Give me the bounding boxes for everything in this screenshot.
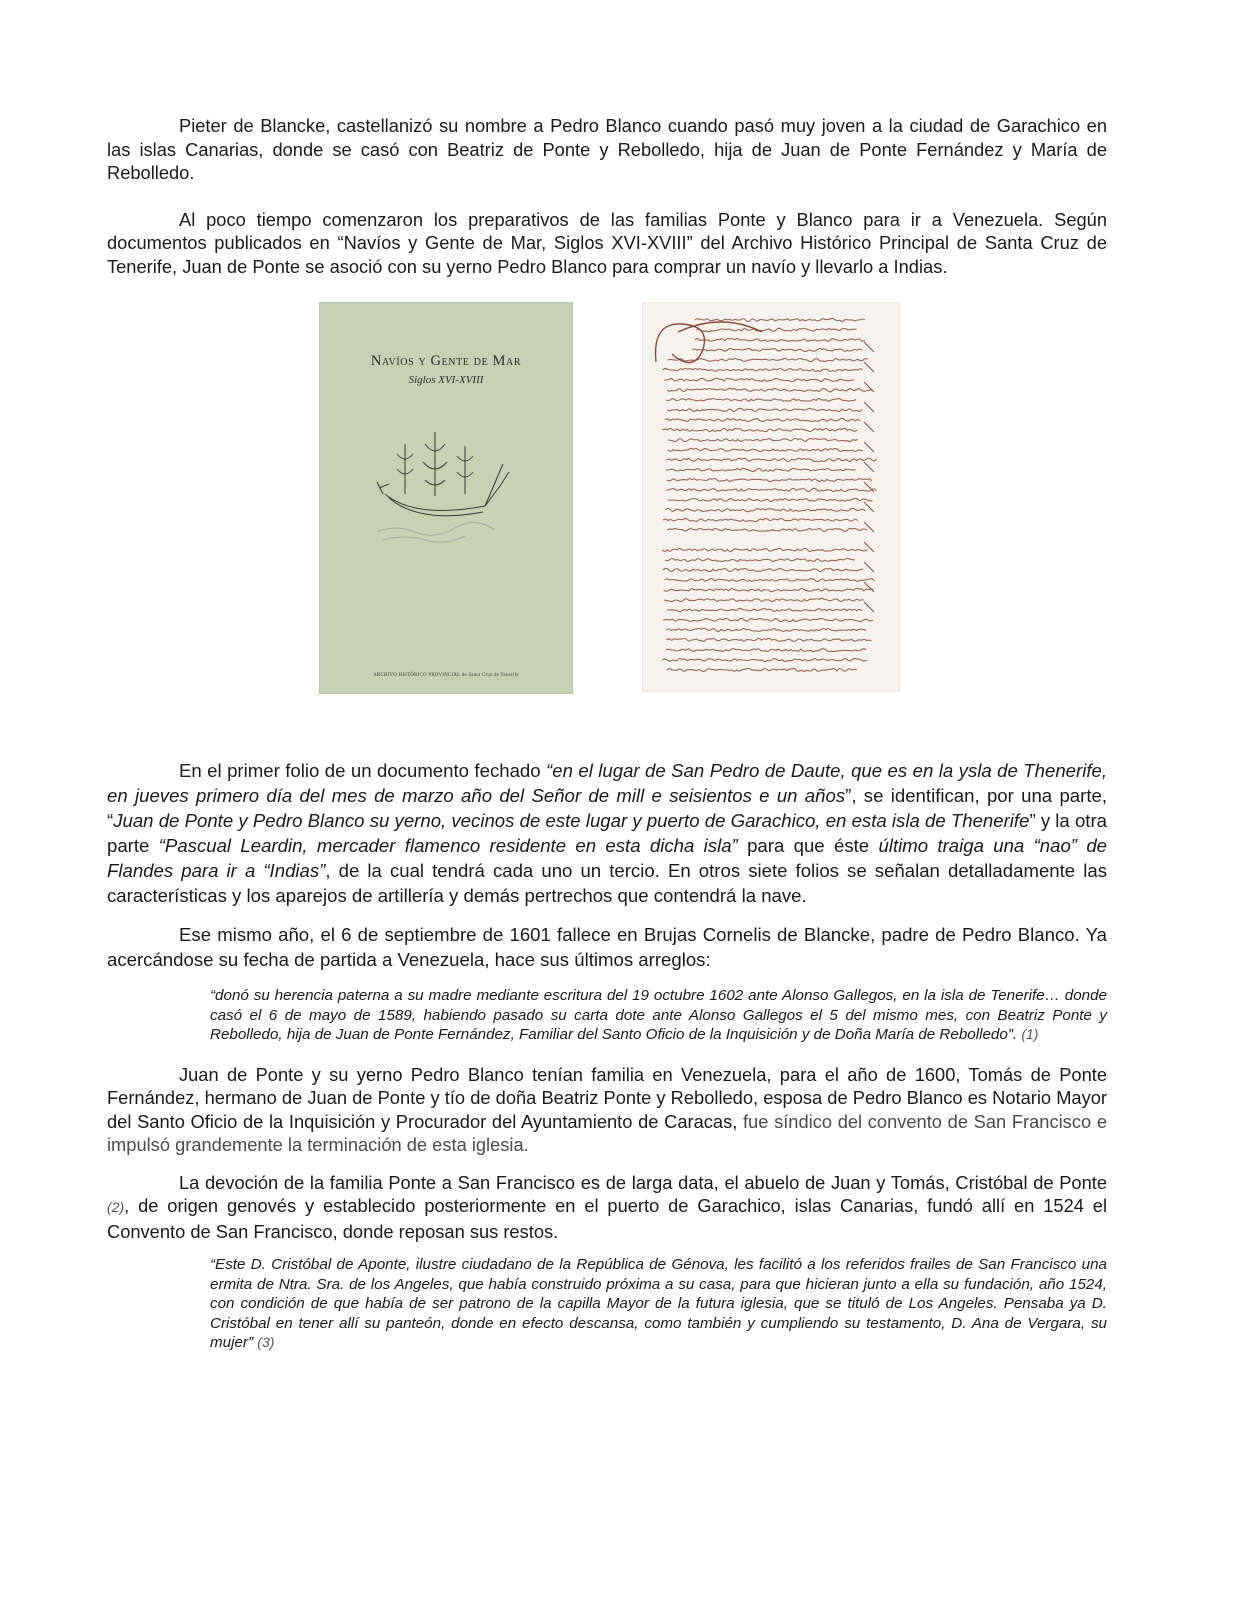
p5-text-b: fue síndico del convento de San Francisco e impulsó grandemente la terminación de esta iglesia. — [107, 1110, 1107, 1155]
p6-text-a: La devoción de la familia Ponte a San Francisco es de larga data, el abuelo de Juan y Tomás, Cristóbal de Ponte — [179, 1171, 1107, 1193]
quote-1-text: “donó su herencia paterna a su madre mediante escritura del 19 octubre 1602 ante Alonso Gallegos, en la isla de Tenerife… donde casó el 6 de mayo de 1589, habiendo pasado su carta dote ante Alonso Gallegos el 5 del mismo mes, con Beatriz Ponte y Rebolledo, hija de Juan de Ponte Fernández, Familiar del Santo Oficio de la Inquisición y de Doña María de Rebolledo”. — [210, 987, 1107, 1043]
p3-text-4: para que éste — [737, 835, 879, 856]
p3-text-3: ” y la otra parte — [107, 810, 1108, 856]
paragraph-1: Pieter de Blancke, castellanizó su nombre a Pedro Blanco cuando pasó muy joven a la ciudad de Garachico en las islas Canarias, donde se casó con Beatriz de Ponte y Rebolledo, hija de Juan de Ponte Fernández y María de Rebolledo. — [107, 115, 1107, 183]
quote-2 — [210, 1255, 1107, 1353]
paragraph-2: Al poco tiempo comenzaron los preparativos de las familias Ponte y Blanco para ir a Venezuela. Según documentos publicados en “Navíos y Gente de Mar, Siglos XVI-XVIII” del Archivo Histórico Principal de Santa Cruz de Tenerife, Juan de Ponte se asoció con su yerno Pedro Blanco para comprar un navío y llevarlo a Indias. — [107, 208, 1107, 277]
p3-text-2: ”, se identifican, por una parte, “ — [107, 785, 1107, 831]
paragraph-3 — [107, 758, 1107, 908]
p3-text-1: En el primer folio de un documento fechado — [179, 760, 547, 781]
paragraph-5 — [107, 1063, 1107, 1157]
p3-quote-nao: último traiga una “nao” de Flandes para ir a “Indias” — [107, 835, 1108, 881]
quote-1 — [210, 986, 1107, 1045]
p3-quote-parties: Juan de Ponte y Pedro Blanco su yerno, vecinos de este lugar y puerto de Garachico, en esta isla de Thenerife — [113, 810, 1030, 831]
footnote-ref-2: (2) — [107, 1199, 125, 1215]
book-cover-title: Navíos y Gente de Mar — [370, 353, 522, 369]
quote-2-text: “Este D. Cristóbal de Aponte, ilustre ciudadano de la República de Génova, les facilitó a los referidos frailes de San Francisco una ermita de Ntra. Sra. de los Angeles, que había construido próxima a su casa, para que hicieran junto a ella su fundación, año 1524, con condición de que había de ser patrono de la capilla Mayor de la futura iglesia, que se tituló de Los Angeles. Pensaba ya D. Cristóbal en tener allí su panteón, donde en efecto descansa, como también y cumpliendo su testamento, D. Ana de Vergara, su mujer” — [210, 1256, 1107, 1351]
document-page — [107, 114, 1107, 1353]
book-cover-subtitle: Siglos XVI-XVIII — [408, 374, 484, 386]
p3-quote-leardin: “Pascual Leardin, mercader flamenco residente en esta dicha isla” — [158, 835, 738, 856]
footnote-ref-3: (3) — [257, 1334, 275, 1350]
ship-drawing-icon — [375, 424, 515, 544]
book-cover-publisher: ARCHIVO HISTÓRICO PROVINCIAL de Santa Cruz de Tenerife — [373, 673, 519, 678]
footnote-ref-1: (1) — [1021, 1026, 1039, 1042]
book-cover-image — [319, 302, 573, 694]
p3-quote-date: “en el lugar de San Pedro de Daute, que es en la ysla de Thenerife, en jueves primero día del mes de marzo año del Señor de mill e seisientos e un años — [107, 760, 1107, 806]
p3-text-5: , de la cual tendrá cada uno un tercio. En otros siete folios se señalan detalladamente las características y los aparejos de artillería y demás pertrechos que contendrá la nave. — [107, 860, 1107, 906]
paragraph-6 — [107, 1171, 1107, 1244]
paragraph-4: Ese mismo año, el 6 de septiembre de 1601 fallece en Brujas Cornelis de Blancke, padre de Pedro Blanco. Ya acercándose su fecha de partida a Venezuela, hace sus últimos arreglos: — [107, 924, 1107, 970]
p5-text-a: Juan de Ponte y su yerno Pedro Blanco tenían familia en Venezuela, para el año de 1600, Tomás de Ponte Fernández, hermano de Juan de Ponte y tío de doña Beatriz Ponte y Rebolledo, esposa de Pedro Blanco es Notario Mayor del Santo Oficio de la Inquisición y Procurador del Ayuntamiento de Caracas, — [107, 1063, 1107, 1132]
figures-row — [107, 278, 1107, 758]
p6-text-b: , de origen genovés y establecido posteriormente en el puerto de Garachico, islas Canarias, fundó allí en 1524 el Convento de San Francisco, donde reposan sus restos. — [107, 1195, 1107, 1242]
manuscript-handwriting-icon — [642, 302, 900, 692]
manuscript-image — [642, 302, 900, 692]
